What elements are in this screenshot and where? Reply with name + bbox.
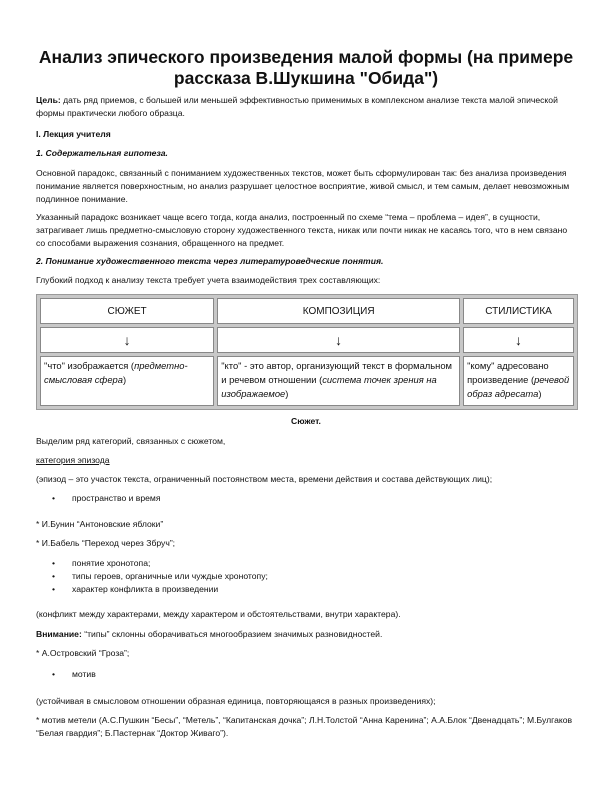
example-babel: * И.Бабель “Переход через Збруч”; bbox=[36, 538, 176, 548]
attention-label: Внимание: bbox=[36, 629, 82, 639]
paragraph-paradox-cause: Указанный парадокс возникает чаще всего тогда, когда анализ, построенный по схеме “тема – проблема – идея”, в сущности, затрагивает лишь предметно-смысловую сторону художественного текста, никак или почти никак не касаясь того, что в нем связано со способами выражения сознания, обращенного на предмет. bbox=[36, 212, 568, 248]
paragraph-episode-definition: (эпизод – это участок текста, ограниченный постоянством места, времени действия и состава действующих лиц); bbox=[36, 474, 493, 484]
goal-paragraph bbox=[36, 94, 576, 120]
components-table bbox=[36, 294, 578, 410]
down-arrow-icon: ↓ bbox=[217, 327, 460, 353]
example-bunin: * И.Бунин “Антоновские яблоки” bbox=[36, 519, 164, 529]
cell-text-end: ) bbox=[538, 388, 542, 399]
list-item: характер конфликта в произведении bbox=[72, 584, 219, 594]
attention-paragraph bbox=[36, 628, 576, 641]
down-arrow-icon: ↓ bbox=[40, 327, 214, 353]
table-description-row bbox=[40, 356, 574, 406]
list-item: понятие хронотопа; bbox=[72, 558, 151, 568]
table-cell-stylistics-desc bbox=[463, 356, 574, 406]
section-heading: I. Лекция учителя bbox=[36, 129, 111, 139]
cell-text-end: ) bbox=[122, 374, 127, 385]
paragraph-motif-definition: (устойчивая в смысловом отношении образная единица, повторяющаяся в разных произведениях); bbox=[36, 696, 436, 706]
paragraph-conflict: (конфликт между характерами, между характером и обстоятельствами, внутри характера). bbox=[36, 609, 401, 619]
bullet-icon: • bbox=[52, 558, 56, 568]
cell-italic-text: речевой образ адресата bbox=[467, 374, 570, 399]
bullet-icon: • bbox=[52, 493, 56, 503]
down-arrow-icon: ↓ bbox=[463, 327, 574, 353]
subheading-hypothesis: 1. Содержательная гипотеза. bbox=[36, 148, 168, 158]
goal-label: Цель: bbox=[36, 95, 61, 105]
cell-text: "кто" - это автор, организующий текст в формальном и речевом отношении ( bbox=[221, 360, 452, 385]
goal-text: дать ряд приемов, с большей или меньшей эффективностью применимых в комплексном анализе текста малой эпической формы практически любого образца. bbox=[36, 95, 558, 118]
cell-text: "что" изображается ( bbox=[44, 360, 135, 371]
list-item: пространство и время bbox=[72, 493, 161, 503]
cell-text-end: ) bbox=[285, 388, 289, 399]
list-item: типы героев, органичные или чуждые хронотопу; bbox=[72, 571, 268, 581]
example-ostrovsky: * А.Островский “Гроза”; bbox=[36, 648, 130, 658]
subheading-understanding: 2. Понимание художественного текста через литературоведческие понятия. bbox=[36, 256, 384, 266]
cell-italic-text: предметно-смысловая сфера bbox=[44, 360, 188, 385]
list-item: мотив bbox=[72, 669, 96, 679]
paragraph-approach: Глубокий подход к анализу текста требует учета взаимодействия трех составляющих: bbox=[36, 275, 381, 285]
cell-italic-text: система точек зрения на изображаемое bbox=[221, 374, 437, 399]
table-cell-syuzhet-desc bbox=[40, 356, 214, 406]
paragraph-paradox: Основной парадокс, связанный с пониманием художественных текстов, может быть сформулирован так: без анализа произведения понимание является поверхностным, но анализ разрушает целостное восприятие, живой смысл, и тем самым, делает невозможным подлинное понимание. bbox=[36, 168, 570, 204]
syuzhet-heading: Сюжет. bbox=[291, 416, 321, 426]
cell-text: "кому" адресовано произведение ( bbox=[467, 360, 549, 385]
table-arrow-row bbox=[40, 327, 574, 353]
table-header-syuzhet: СЮЖЕТ bbox=[40, 298, 214, 324]
attention-text: “типы” склонны оборачиваться многообразием значимых разновидностей. bbox=[81, 629, 383, 639]
document-title: Анализ эпического произведения малой формы (на примере рассказа В.Шукшина "Обида") bbox=[38, 47, 574, 88]
bullet-icon: • bbox=[52, 669, 56, 679]
bullet-icon: • bbox=[52, 584, 56, 594]
table-cell-composition-desc bbox=[217, 356, 460, 406]
paragraph-categories: Выделим ряд категорий, связанных с сюжетом, bbox=[36, 436, 226, 446]
table-header-composition: КОМПОЗИЦИЯ bbox=[217, 298, 460, 324]
bullet-icon: • bbox=[52, 571, 56, 581]
category-episode-link: категория эпизода bbox=[36, 455, 110, 465]
paragraph-blizzard-motif: * мотив метели (А.С.Пушкин “Бесы”, “Метель”, “Капитанская дочка”; Л.Н.Толстой “Анна Каренина”; А.А.Блок “Двенадцать”; М.Булгаков “Белая гвардия”; Б.Пастернак “Доктор Живаго”). bbox=[36, 715, 573, 738]
table-header-row bbox=[40, 298, 574, 324]
table-header-stylistics: СТИЛИСТИКА bbox=[463, 298, 574, 324]
